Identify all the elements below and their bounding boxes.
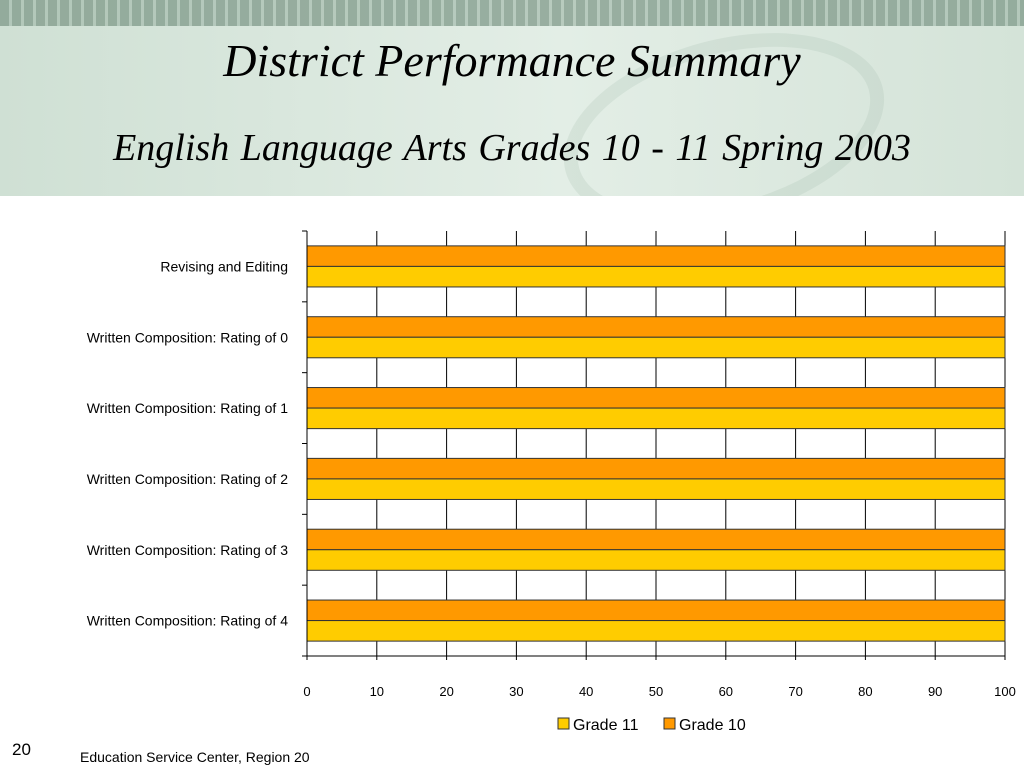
bar-grade-10 [307,388,1005,409]
category-labels [87,258,288,628]
legend-label: Grade 11 [573,717,639,734]
x-tick-label: 10 [369,684,385,699]
legend [558,717,746,734]
footer-organization: Education Service Center, Region 20 [80,749,310,765]
page-subtitle: English Language Arts Grades 10 - 11 Spring 2003 [113,127,911,169]
legend-swatch [558,718,569,729]
bar-grade-10 [307,246,1005,267]
x-tick-label: 30 [509,684,524,699]
bar-grade-11 [307,479,1005,500]
x-tick-label: 60 [718,684,734,699]
category-label: Revising and Editing [160,258,288,275]
category-label: Written Composition: Rating of 2 [86,470,288,487]
bar-grade-10 [307,600,1005,621]
category-label: Written Composition: Rating of 3 [86,541,288,558]
page-number: 20 [12,740,31,759]
category-label: Written Composition: Rating of 4 [86,612,288,629]
page-title: District Performance Summary [223,35,801,86]
x-tick-label: 50 [648,684,664,699]
bar-grade-10 [307,458,1005,479]
legend-label: Grade 10 [679,717,746,734]
bar-grade-10 [307,529,1005,550]
x-tick-label: 40 [578,684,594,699]
x-tick-labels [303,684,1015,699]
x-tick-label: 0 [303,684,311,699]
x-tick-label: 80 [858,684,873,699]
bar-grade-11 [307,550,1005,571]
legend-swatch [664,718,675,729]
category-label: Written Composition: Rating of 1 [86,400,288,417]
x-tick-label: 70 [788,684,803,699]
bar-grade-11 [307,408,1005,429]
bar-grade-11 [307,266,1005,287]
bar-grade-10 [307,317,1005,338]
category-label: Written Composition: Rating of 0 [86,329,288,346]
x-tick-label: 90 [927,684,943,699]
x-tick-label: 20 [439,684,454,699]
bar-grade-11 [307,621,1005,642]
x-tick-label: 100 [994,684,1016,699]
bar-grade-11 [307,337,1005,358]
